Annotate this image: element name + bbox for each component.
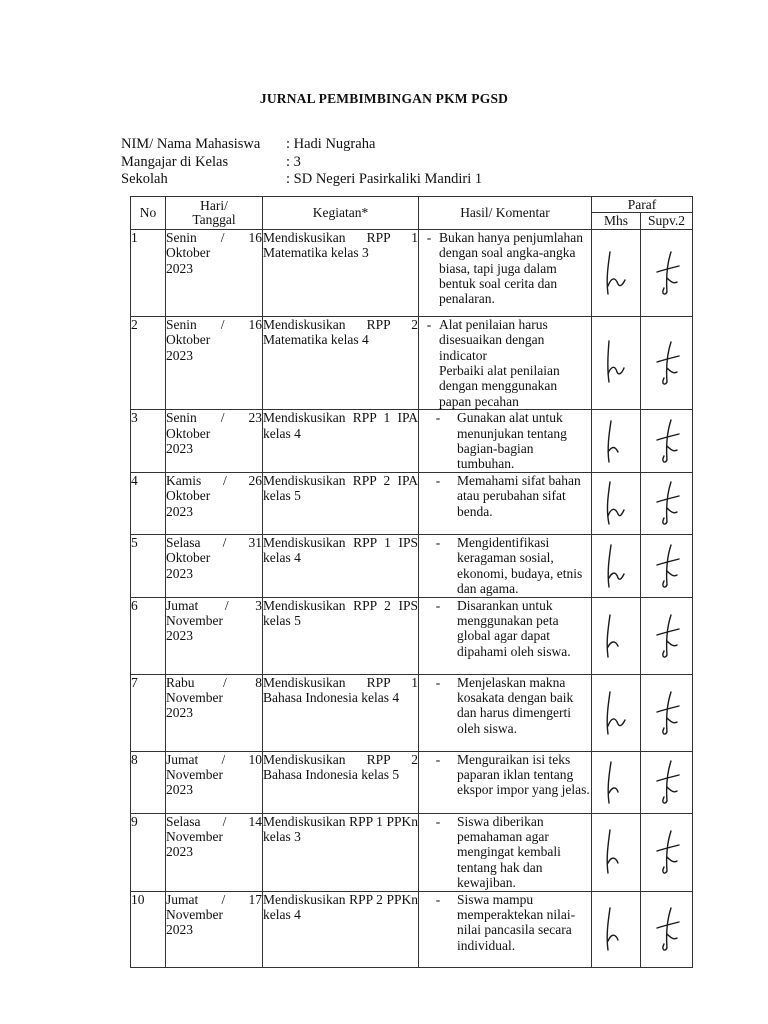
cell-activity: Mendiskusikan RPP 2 IPA kelas 5 [263, 472, 419, 534]
table-row [131, 597, 693, 674]
date-year: 2023 [166, 628, 193, 644]
table-row [131, 813, 693, 891]
result-text: Memahami sifat bahan atau perubahan sifat benda. [457, 472, 581, 519]
student-signature-icon [596, 478, 636, 528]
table-row [131, 534, 693, 597]
student-signature-icon [596, 541, 636, 591]
result-item [419, 230, 591, 307]
student-signature-icon [596, 688, 636, 738]
table-row [131, 316, 693, 409]
date-sep: / [220, 316, 225, 332]
cell-result [419, 751, 592, 813]
info-row-class [121, 154, 482, 172]
cell-sign-mhs [592, 534, 641, 597]
result-text: Disarankan untuk menggunakan peta global agar dapat dipahami oleh siswa. [457, 597, 571, 659]
table-row [131, 472, 693, 534]
date-day: Senin [166, 410, 197, 426]
info-label: Sekolah [121, 171, 168, 187]
cell-activity: Mendiskusikan RPP 1 PPKn kelas 3 [263, 813, 419, 891]
cell-sign-mhs [592, 891, 641, 967]
date-sep: / [221, 891, 226, 907]
supervisor-signature-icon [647, 757, 687, 807]
date-month: Oktober [166, 488, 211, 504]
date-day: Jumat [166, 751, 199, 767]
date-day: Senin [166, 316, 197, 332]
cell-activity: Mendiskusikan RPP 2 IPS kelas 5 [263, 597, 419, 674]
cell-result [419, 813, 592, 891]
date-day: Jumat [166, 597, 199, 613]
info-value: : SD Negeri Pasirkaliki Mandiri 1 [286, 171, 483, 187]
result-dash: - [435, 674, 441, 690]
date-year: 2023 [166, 347, 193, 363]
cell-no: 2 [131, 316, 166, 409]
result-item [419, 892, 591, 954]
header-paraf: Paraf [592, 197, 693, 213]
result-dash: - [435, 534, 441, 550]
result-item [419, 535, 591, 597]
supervisor-signature-icon [647, 827, 687, 877]
cell-no: 5 [131, 534, 166, 597]
result-dash: - [435, 813, 441, 829]
journal-table [130, 196, 693, 968]
result-text: Bukan hanya penjumlahan dengan soal angka-angka biasa, tapi juga dalam bentuk soal cerita dan penalaran. [439, 229, 583, 307]
result-dash: - [435, 597, 441, 613]
date-number: 17 [248, 891, 262, 907]
supervisor-signature-icon [647, 416, 687, 466]
cell-result [419, 597, 592, 674]
result-text: Gunakan alat untuk menunjukan tentang bagian-bagian tumbuhan. [457, 410, 567, 472]
student-signature-icon [596, 757, 636, 807]
cell-activity: Mendiskusikan RPP 2 Bahasa Indonesia kelas 5 [263, 751, 419, 813]
table-row [131, 674, 693, 751]
cell-result [419, 472, 592, 534]
cell-date [166, 674, 263, 751]
cell-date [166, 751, 263, 813]
result-item [419, 598, 591, 660]
cell-sign-mhs [592, 597, 641, 674]
cell-no: 6 [131, 597, 166, 674]
supervisor-signature-icon [647, 338, 687, 388]
date-year: 2023 [166, 782, 193, 798]
result-text: Menjelaskan makna kosakata dengan baik dan harus dimengerti oleh siswa. [457, 674, 574, 736]
result-item [419, 410, 591, 472]
cell-no: 4 [131, 472, 166, 534]
cell-no: 10 [131, 891, 166, 967]
cell-sign-supv [641, 597, 693, 674]
header-supv: Supv.2 [641, 213, 693, 229]
cell-sign-supv [641, 410, 693, 473]
date-sep: / [222, 472, 227, 488]
result-text: Mengidentifikasi keragaman sosial, ekonomi, budaya, etnis dan agama. [457, 534, 583, 597]
cell-date [166, 316, 263, 409]
cell-sign-supv [641, 891, 693, 967]
date-number: 16 [248, 229, 262, 245]
date-month: Oktober [166, 245, 211, 261]
result-item [419, 675, 591, 737]
cell-result [419, 891, 592, 967]
student-signature-icon [596, 248, 636, 298]
date-sep: / [222, 813, 227, 829]
cell-result [419, 410, 592, 473]
cell-result [419, 674, 592, 751]
date-day: Selasa [166, 534, 201, 550]
date-sep: / [220, 229, 225, 245]
result-text: Menguraikan isi teks paparan iklan tentang ekspor impor yang jelas. [457, 751, 590, 798]
result-item [419, 363, 591, 409]
journal-body [131, 229, 693, 967]
date-number: 14 [248, 813, 262, 829]
cell-date [166, 410, 263, 473]
student-info [121, 136, 482, 189]
date-month: Oktober [166, 425, 211, 441]
cell-sign-mhs [592, 751, 641, 813]
result-dash: - [426, 316, 432, 332]
cell-result [419, 316, 592, 409]
date-year: 2023 [166, 565, 193, 581]
cell-sign-supv [641, 813, 693, 891]
student-signature-icon [596, 904, 636, 954]
date-sep: / [221, 751, 226, 767]
header-no: No [131, 197, 166, 230]
result-item [419, 317, 591, 363]
supervisor-signature-icon [647, 611, 687, 661]
date-number: 31 [248, 534, 262, 550]
cell-date [166, 229, 263, 316]
cell-sign-supv [641, 229, 693, 316]
result-text: Siswa mampu memperaktekan nilai-nilai pancasila secara individual. [457, 891, 576, 953]
info-value: : Hadi Nugraha [286, 136, 376, 152]
date-year: 2023 [166, 922, 193, 938]
cell-sign-mhs [592, 410, 641, 473]
result-item [419, 752, 591, 798]
cell-date [166, 534, 263, 597]
date-sep: / [224, 597, 229, 613]
cell-sign-supv [641, 751, 693, 813]
info-row-school [121, 171, 482, 189]
date-sep: / [220, 410, 225, 426]
supervisor-signature-icon [647, 248, 687, 298]
cell-sign-supv [641, 534, 693, 597]
student-signature-icon [596, 416, 636, 466]
date-number: 16 [248, 316, 262, 332]
student-signature-icon [596, 338, 636, 388]
result-dash: - [426, 229, 432, 245]
cell-sign-supv [641, 674, 693, 751]
date-day: Selasa [166, 813, 201, 829]
cell-date [166, 472, 263, 534]
result-dash [419, 363, 439, 409]
cell-activity: Mendiskusikan RPP 2 Matematika kelas 4 [263, 316, 419, 409]
cell-activity: Mendiskusikan RPP 1 IPS kelas 4 [263, 534, 419, 597]
info-label: Mangajar di Kelas [121, 153, 229, 170]
date-day: Kamis [166, 472, 202, 488]
cell-activity: Mendiskusikan RPP 1 Matematika kelas 3 [263, 229, 419, 316]
date-number: 10 [248, 751, 262, 767]
cell-activity: Mendiskusikan RPP 2 PPKn kelas 4 [263, 891, 419, 967]
date-number: 23 [248, 410, 262, 426]
cell-no: 1 [131, 229, 166, 316]
date-day: Rabu [166, 674, 195, 690]
info-label: NIM/ Nama Mahasiswa [121, 136, 261, 152]
date-day: Senin [166, 229, 197, 245]
date-number: 26 [248, 472, 262, 488]
date-day: Jumat [166, 891, 199, 907]
cell-sign-supv [641, 316, 693, 409]
result-text: Siswa diberikan pemahaman agar mengingat kembali tentang hak dan kewajiban. [457, 813, 561, 891]
header-activity: Kegiatan* [263, 197, 419, 230]
cell-no: 3 [131, 410, 166, 473]
date-month: Oktober [166, 332, 211, 348]
supervisor-signature-icon [647, 478, 687, 528]
table-row [131, 751, 693, 813]
date-month: November [166, 766, 223, 782]
date-month: November [166, 828, 223, 844]
result-item [419, 814, 591, 891]
header-result: Hasil/ Komentar [419, 197, 592, 230]
student-signature-icon [596, 611, 636, 661]
cell-activity: Mendiskusikan RPP 1 Bahasa Indonesia kelas 4 [263, 674, 419, 751]
cell-activity: Mendiskusikan RPP 1 IPA kelas 4 [263, 410, 419, 473]
date-month: November [166, 906, 223, 922]
cell-sign-mhs [592, 316, 641, 409]
info-value: : 3 [286, 153, 301, 170]
date-number: 3 [255, 597, 262, 613]
date-month: November [166, 612, 223, 628]
table-row [131, 891, 693, 967]
info-row-nim [121, 136, 482, 154]
document-title: JURNAL PEMBIMBINGAN PKM PGSD [259, 91, 509, 106]
header-date-line1: Hari/ [200, 197, 228, 213]
header-mhs: Mhs [592, 213, 641, 229]
cell-date [166, 597, 263, 674]
date-year: 2023 [166, 441, 193, 457]
result-dash: - [435, 472, 441, 488]
result-text: Alat penilaian harus disesuaikan dengan indicator [439, 316, 548, 363]
date-month: November [166, 689, 223, 705]
cell-sign-mhs [592, 472, 641, 534]
cell-sign-mhs [592, 229, 641, 316]
supervisor-signature-icon [647, 904, 687, 954]
cell-no: 8 [131, 751, 166, 813]
date-year: 2023 [166, 260, 193, 276]
cell-sign-mhs [592, 674, 641, 751]
cell-result [419, 229, 592, 316]
cell-no: 7 [131, 674, 166, 751]
cell-date [166, 891, 263, 967]
result-dash: - [435, 410, 441, 426]
result-dash: - [435, 751, 441, 767]
table-row [131, 229, 693, 316]
date-sep: / [222, 534, 227, 550]
date-year: 2023 [166, 503, 193, 519]
student-signature-icon [596, 827, 636, 877]
date-number: 8 [255, 674, 262, 690]
date-year: 2023 [166, 844, 193, 860]
date-month: Oktober [166, 550, 211, 566]
cell-sign-supv [641, 472, 693, 534]
table-row [131, 410, 693, 473]
cell-no: 9 [131, 813, 166, 891]
result-text: Perbaiki alat penilaian dengan menggunakan papan pecahan [439, 363, 560, 409]
supervisor-signature-icon [647, 541, 687, 591]
cell-date [166, 813, 263, 891]
header-date [166, 197, 263, 230]
header-date-line2: Tanggal [192, 211, 236, 227]
result-dash: - [435, 891, 441, 907]
supervisor-signature-icon [647, 688, 687, 738]
date-sep: / [222, 674, 227, 690]
result-item [419, 473, 591, 519]
cell-sign-mhs [592, 813, 641, 891]
date-year: 2023 [166, 705, 193, 721]
cell-result [419, 534, 592, 597]
